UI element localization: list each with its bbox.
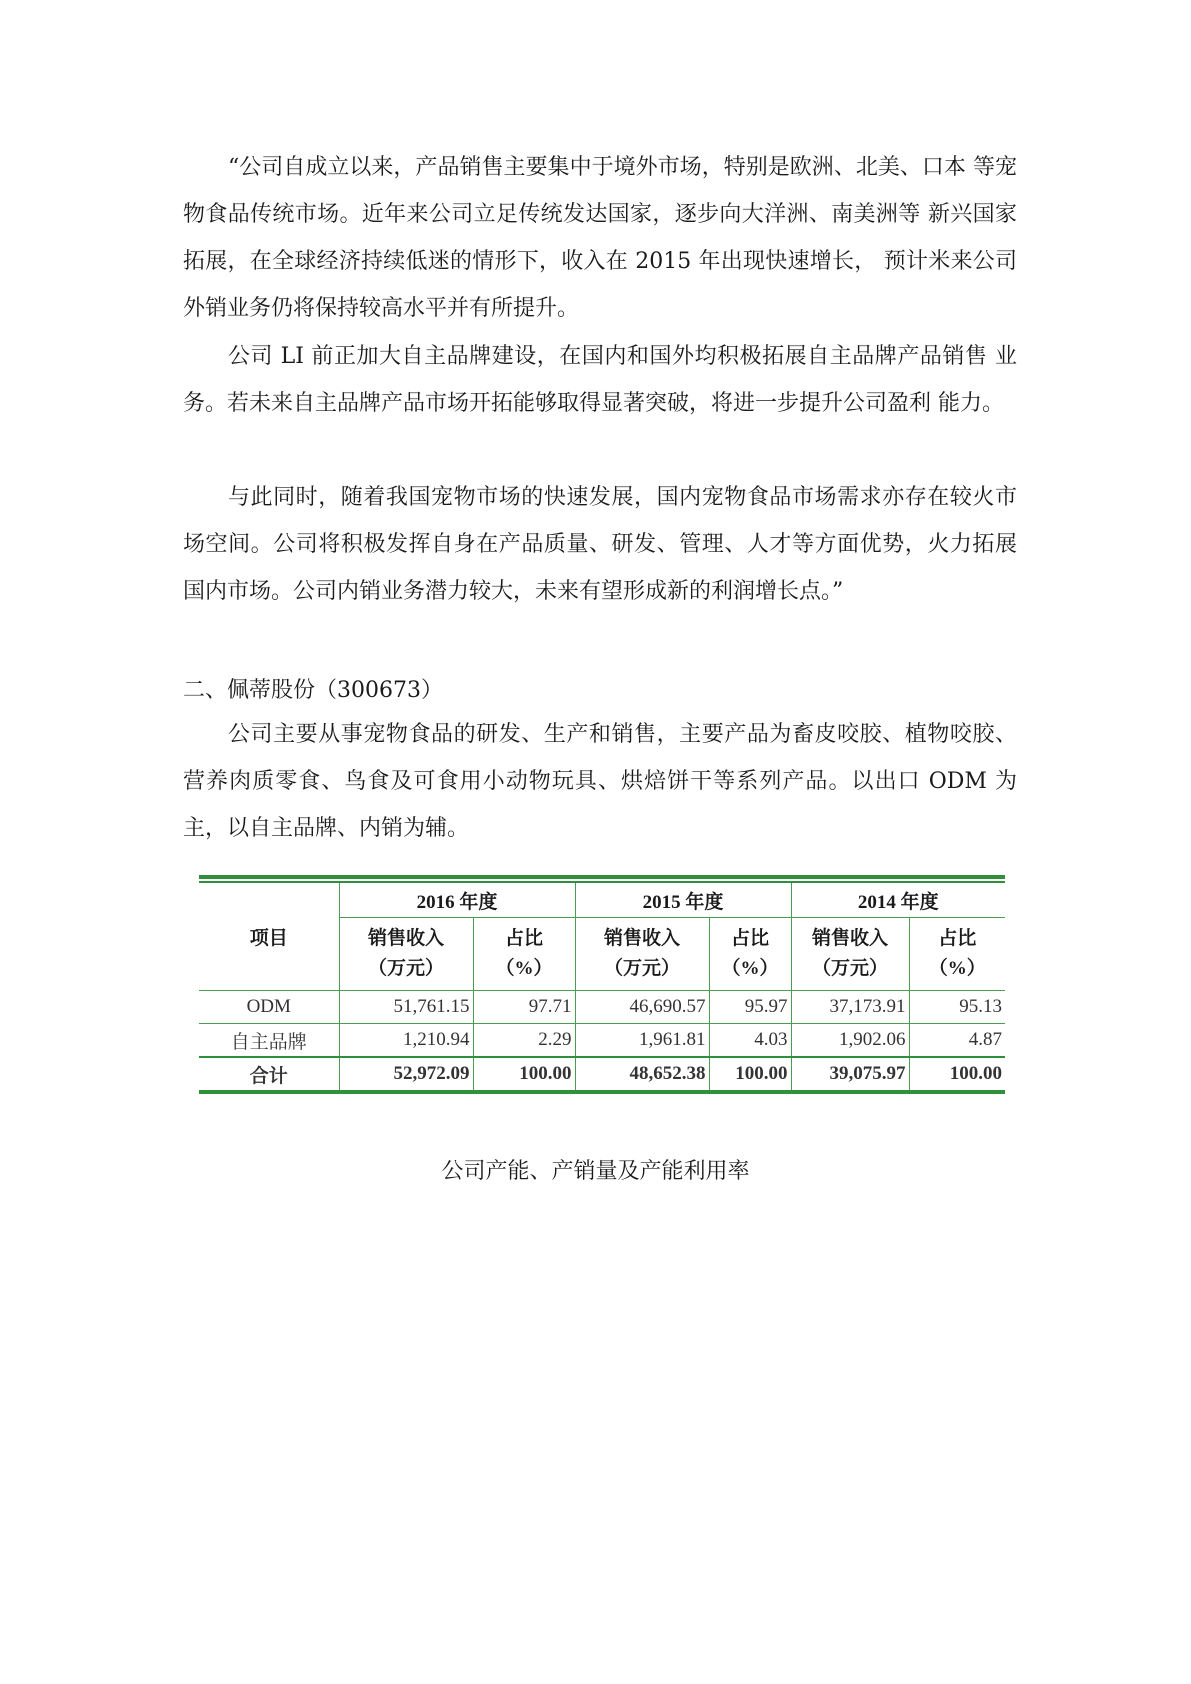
sales-table	[199, 875, 1005, 1094]
header-share: 占比 （%）	[709, 918, 791, 991]
table-cell: 4.03	[709, 1024, 791, 1058]
header-share: 占比 （%）	[909, 918, 1005, 991]
table-row	[199, 991, 1005, 1024]
table-cell: 97.71	[473, 991, 575, 1024]
table-row	[199, 1024, 1005, 1058]
header-revenue: 销售收入 （万元）	[791, 918, 909, 991]
table-cell: 100.00	[909, 1057, 1005, 1090]
section-heading: 二、佩蒂股份（300673）	[183, 678, 443, 703]
paragraph-company-business: 公司主要从事宠物食品的研发、生产和销售，主要产品为畜皮咬胶、植物咬胶、营养肉质零食、鸟食及可食用小动物玩具、烘焙饼干等系列产品。以出口 ODM 为主，以自主品牌、内销为辅。	[183, 722, 1017, 841]
paragraph-domestic-market: 与此同时，随着我国宠物市场的快速发展，国内宠物食品市场需求亦存在较火市场空间。公司将积极发挥自身在产品质量、研发、管理、人才等方面优势，火力拓展国内市场。公司内销业务潜力较大，未来有望形成新的利润增长点。”	[183, 485, 1017, 604]
table-cell: 95.97	[709, 991, 791, 1024]
paragraph-overseas-market: “公司自成立以来，产品销售主要集中于境外市场，特别是欧洲、北美、口本 等宠物食品传统市场。近年来公司立足传统发达国家，逐步向大洋洲、南美洲等 新兴国家拓展，在全球经济持续低迷的情形下，收入在 2015 年出现快速增长， 预计米来公司外销业务仍将保持较高水平并有所提升。	[183, 155, 1017, 321]
header-year-2015: 2015 年度	[575, 883, 791, 918]
table-cell: 39,075.97	[791, 1057, 909, 1090]
table-cell: 37,173.91	[791, 991, 909, 1024]
table-cell: 100.00	[709, 1057, 791, 1090]
header-item: 项目	[199, 883, 339, 991]
table-row-total	[199, 1057, 1005, 1090]
table-cell: 1,210.94	[339, 1024, 473, 1058]
table-cell: 46,690.57	[575, 991, 709, 1024]
paragraph-own-brand: 公司 LI 前正加大自主品牌建设，在国内和国外均积极拓展自主品牌产品销售 业务。若未来自主品牌产品市场开拓能够取得显著突破，将进一步提升公司盈利 能力。	[183, 344, 1017, 416]
table-cell: 48,652.38	[575, 1057, 709, 1090]
table-cell: 1,961.81	[575, 1024, 709, 1058]
row-label: ODM	[199, 991, 339, 1024]
header-share: 占比 （%）	[473, 918, 575, 991]
table-cell: 1,902.06	[791, 1024, 909, 1058]
table-cell: 51,761.15	[339, 991, 473, 1024]
header-year-2014: 2014 年度	[791, 883, 1005, 918]
table-cell: 2.29	[473, 1024, 575, 1058]
table-cell: 52,972.09	[339, 1057, 473, 1090]
row-label: 合计	[199, 1057, 339, 1090]
section-caption: 公司产能、产销量及产能利用率	[441, 1159, 750, 1184]
table-cell: 100.00	[473, 1057, 575, 1090]
row-label: 自主品牌	[199, 1024, 339, 1058]
header-revenue: 销售收入 （万元）	[339, 918, 473, 991]
table-bottom-rule	[199, 1090, 1005, 1094]
header-year-2016: 2016 年度	[339, 883, 575, 918]
table-top-rule	[199, 875, 1005, 879]
table-cell: 4.87	[909, 1024, 1005, 1058]
table-cell: 95.13	[909, 991, 1005, 1024]
header-revenue: 销售收入 （万元）	[575, 918, 709, 991]
